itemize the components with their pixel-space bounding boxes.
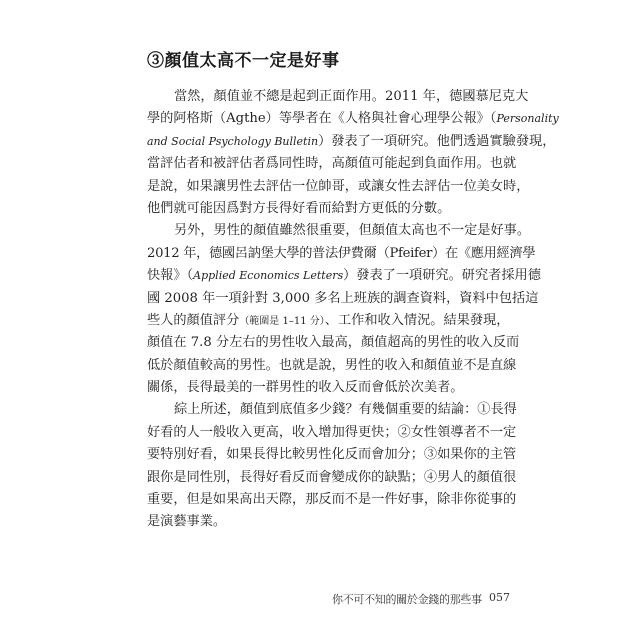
footer-book-title: 你不可不知的關於金錢的那些事 [332, 593, 482, 606]
paragraph-1-line-6: 他們就可能因爲對方長得好看而給對方更低的分數。 [147, 200, 451, 216]
body-text [147, 86, 559, 534]
paragraph-1-line-1: 當然，顏值並不總是起到正面作用。2011 年，德國慕尼克大 [174, 89, 529, 104]
paragraph-3-line-4: 跟你是同性別，長得好看反而會變成你的缺點；④男人的顏值很 [147, 469, 517, 485]
paragraph-3-line-3: 要特別好看，如果長得比較男性化反而會加分；③如果你的主管 [147, 447, 517, 463]
paragraph-2-line-7: 低於顏值較高的男性。也就是說，男性的收入和顏值並不是直線 [147, 357, 517, 373]
paragraph-1-line-2: 學的阿格斯（Agthe）等學者在《人格與社會心理學公報》（Personality [147, 111, 559, 127]
paragraph-2-line-4: 國 2008 年一項針對 3,000 多名上班族的調查資料，資料中包括這 [147, 290, 539, 306]
paragraph-2-line-3: 快報》（Applied Economics Letters）發表了一項研究。研究者採用德 [147, 268, 541, 284]
paragraph-1-line-5: 是說，如果讓男性去評估一位帥哥，或讓女性去評估一位美女時， [147, 178, 530, 194]
paragraph-3-line-6: 是演藝事業。 [147, 514, 227, 530]
paragraph-1-line-3: and Social Psychology Bulletin）發表了一項研究。他們透過實驗發現， [147, 133, 556, 149]
paragraph-3-line-2: 好看的人一般收入更高，收入增加得更快；②女性領導者不一定 [147, 424, 517, 440]
paragraph-2-line-1: 另外，男性的顏值雖然很重要，但顏值太高也不一定是好事。 [174, 223, 531, 239]
paragraph-2-line-6: 顏值在 7.8 分左右的男性收入最高，顏值超高的男性的收入反而 [147, 335, 520, 351]
page-number: 057 [489, 591, 510, 604]
paragraph-2-line-2: 2012 年，德國呂訥堡大學的普法伊費爾（Pfeifer）在《應用經濟學 [147, 245, 536, 261]
paragraph-3-line-5: 重要，但是如果高出天際，那反而不是一件好事，除非你從事的 [147, 492, 517, 508]
paragraph-2-line-5: 些人的顏值評分（範圍是 1–11 分）、工作和收入情況。結果發現， [147, 312, 510, 328]
section-heading: ③顏值太高不一定是好事 [147, 51, 340, 71]
paragraph-3-line-1: 綜上所述，顏值到底值多少錢？有幾個重要的結論：①長得 [174, 402, 517, 418]
paragraph-1-line-4: 當評估者和被評估者爲同性時，高顏值可能起到負面作用。也就 [147, 156, 517, 172]
paragraph-2-line-8: 關係，長得最美的一群男性的收入反而會低於次美者。 [147, 380, 464, 396]
